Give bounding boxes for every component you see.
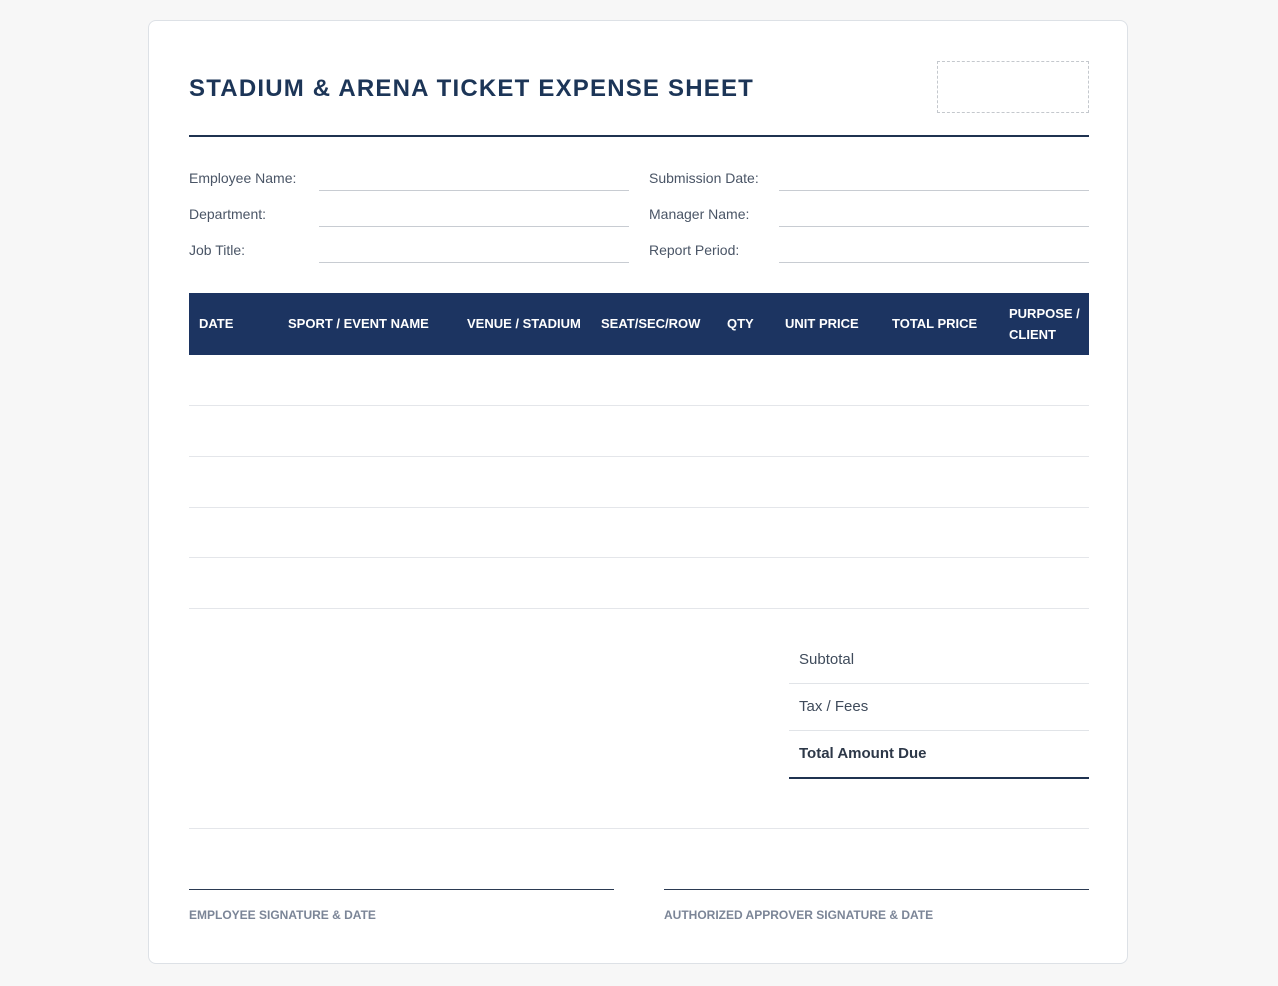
- tax-fees-row: [789, 684, 1089, 731]
- submission-date-input[interactable]: [779, 190, 1089, 191]
- report-period-input[interactable]: [779, 262, 1089, 263]
- report-period-label: Report Period:: [649, 242, 740, 258]
- manager-name-field[interactable]: [649, 197, 1089, 227]
- column-header-venue: VENUE / STADIUM: [467, 316, 581, 331]
- expense-table-header: [189, 293, 1089, 355]
- tax-fees-label: Tax / Fees: [799, 698, 869, 715]
- approver-signature-label: AUTHORIZED APPROVER SIGNATURE & DATE: [664, 908, 934, 922]
- logo-placeholder: [937, 61, 1089, 113]
- table-row[interactable]: [189, 507, 1089, 558]
- table-row[interactable]: [189, 558, 1089, 609]
- department-field[interactable]: [189, 197, 629, 227]
- employee-name-label: Employee Name:: [189, 170, 297, 186]
- department-input[interactable]: [319, 226, 629, 227]
- job-title-field[interactable]: [189, 233, 629, 263]
- submission-date-label: Submission Date:: [649, 170, 759, 186]
- table-row[interactable]: [189, 457, 1089, 508]
- manager-name-input[interactable]: [779, 226, 1089, 227]
- table-row[interactable]: [189, 406, 1089, 457]
- subtotal-row: [789, 637, 1089, 684]
- approver-signature-line[interactable]: [664, 889, 1089, 922]
- employee-signature-label: EMPLOYEE SIGNATURE & DATE: [189, 908, 376, 922]
- column-header-seat: SEAT/SEC/ROW: [601, 316, 701, 331]
- submission-date-field[interactable]: [649, 161, 1089, 191]
- job-title-input[interactable]: [319, 262, 629, 263]
- section-divider: [189, 828, 1089, 829]
- sheet-header: [189, 61, 1089, 137]
- manager-name-label: Manager Name:: [649, 206, 750, 222]
- totals-block: [789, 637, 1089, 779]
- report-period-field[interactable]: [649, 233, 1089, 263]
- table-row[interactable]: [189, 355, 1089, 406]
- page-title: STADIUM & ARENA TICKET EXPENSE SHEET: [189, 75, 755, 102]
- employee-name-field[interactable]: [189, 161, 629, 191]
- subtotal-label: Subtotal: [799, 651, 855, 668]
- employee-name-input[interactable]: [319, 190, 629, 191]
- column-header-unit-price: UNIT PRICE: [785, 316, 859, 331]
- column-header-total-price: TOTAL PRICE: [892, 316, 978, 331]
- employee-signature-line[interactable]: [189, 889, 614, 922]
- column-header-event: SPORT / EVENT NAME: [288, 316, 429, 331]
- job-title-label: Job Title:: [189, 242, 246, 258]
- column-header-purpose: PURPOSE / CLIENT: [1009, 306, 1080, 342]
- column-header-qty: QTY: [727, 316, 754, 331]
- department-label: Department:: [189, 206, 267, 222]
- expense-sheet: [148, 20, 1128, 964]
- total-due-row: [789, 731, 1089, 779]
- column-header-date: DATE: [199, 316, 234, 331]
- total-due-label: Total Amount Due: [799, 745, 927, 762]
